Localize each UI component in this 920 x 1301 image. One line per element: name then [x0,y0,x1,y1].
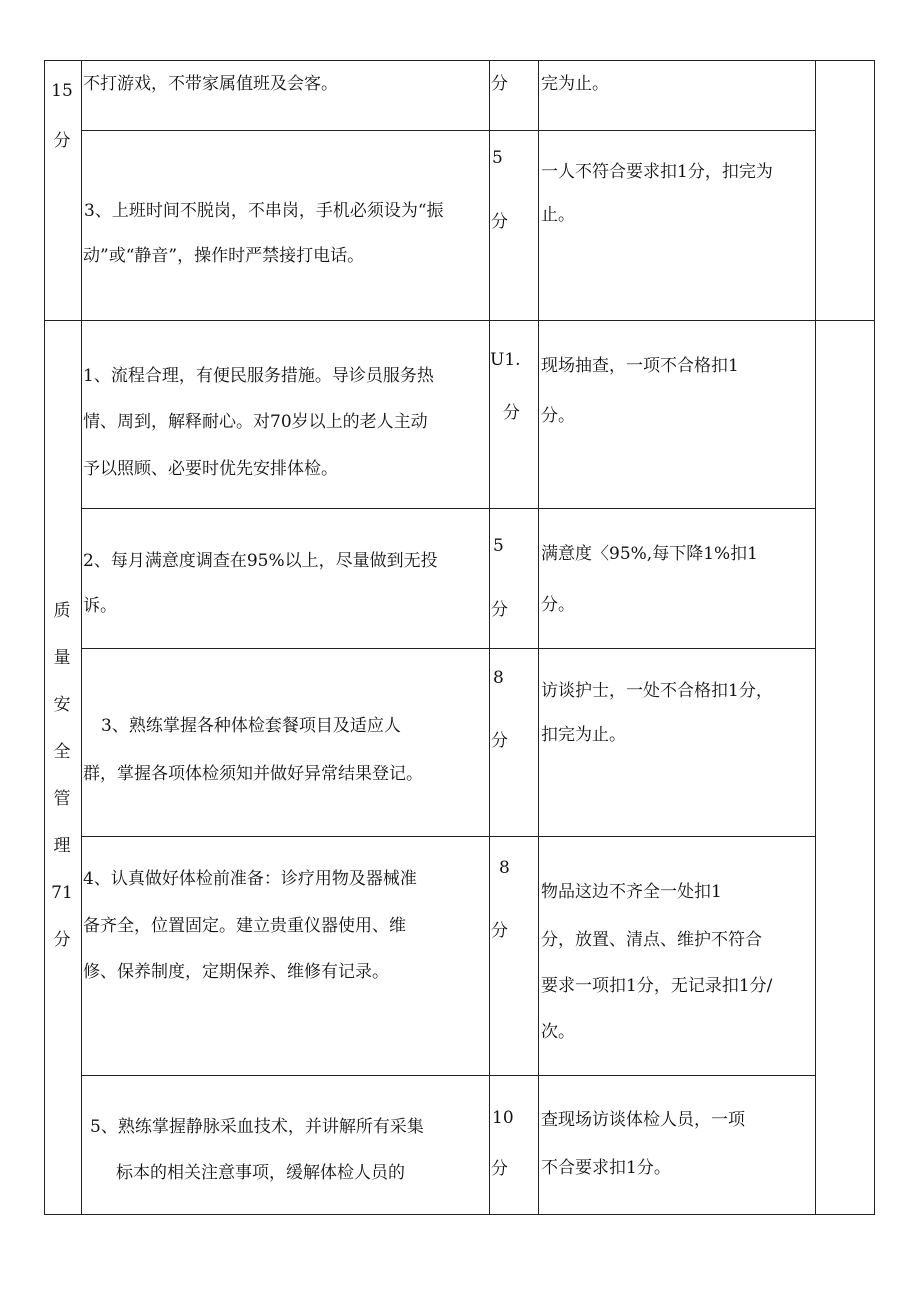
content-line: 3、熟练掌握各种体检套餐项目及适应人 [101,716,401,736]
score-line: 分 [491,212,508,232]
grid-line [538,60,539,1215]
content-line: 标本的相关注意事项，缓解体检人员的 [116,1163,405,1183]
category-char: 安 [53,695,71,715]
deduction-line: 物品这边不齐全一处扣1 [541,882,722,902]
content-line: 1、流程合理，有便民服务措施。导诊员服务热 [83,366,434,386]
grid-line [81,508,816,509]
score-line: 5 [493,536,504,556]
deduction-line: 扣完为止。 [541,725,626,745]
grid-line [81,60,82,1215]
deduction-line: 分，放置、清点、维护不符合 [541,930,762,950]
grid-line [81,836,816,837]
content-line: 诉。 [83,596,117,616]
score-line: 分 [491,921,508,941]
content-line: 3、上班时间不脱岗，不串岗，手机必须设为“振 [84,201,444,221]
category-char: 全 [53,742,71,762]
content-line: 修、保养制度，定期保养、维修有记录。 [83,962,389,982]
grid-line [44,60,875,61]
grid-line [44,1214,875,1215]
content-line: 备齐全，位置固定。建立贵重仪器使用、维 [83,916,406,936]
grid-line [81,130,816,131]
deduction-line: 分。 [541,595,575,615]
content-line: 不打游戏，不带家属值班及会客。 [83,74,338,94]
score-line: U1. [490,350,521,370]
grid-line [44,60,45,1215]
category-char: 71 [51,883,73,903]
score-line: 8 [499,858,510,878]
grid-line [81,1075,816,1076]
deduction-line: 分。 [541,406,575,426]
deduction-line: 现场抽查，一项不合格扣1 [541,356,739,376]
deduction-line: 要求一项扣1分，无记录扣1分/ [541,976,773,996]
score-line: 分 [491,1159,508,1179]
score-line: 分 [503,403,520,423]
grid-line [489,60,490,1215]
deduction-line: 满意度〈95%,每下降1%扣1 [541,544,758,564]
category-char: 15 [51,81,73,101]
grid-line [815,60,816,1215]
score-line: 分 [491,600,508,620]
content-line: 予以照顾、必要时优先安排体检。 [83,459,338,479]
deduction-line: 查现场访谈体检人员，一项 [541,1110,745,1130]
category-char: 分 [53,930,71,950]
score-line: 8 [493,668,504,688]
deduction-line: 一人不符合要求扣1分，扣完为 [541,162,773,182]
deduction-line: 访谈护士，一处不合格扣1分， [541,681,773,701]
grid-line [44,320,875,321]
score-line: 10 [492,1108,514,1128]
score-line: 5 [492,148,503,168]
deduction-line: 次。 [541,1022,575,1042]
content-line: 动”或“静音”，操作时严禁接打电话。 [83,246,365,266]
content-line: 5、熟练掌握静脉采血技术，并讲解所有采集 [90,1117,424,1137]
deduction-line: 不合要求扣1分。 [541,1158,671,1178]
content-line: 4、认真做好体检前准备：诊疗用物及器械准 [83,869,417,889]
content-line: 群，掌握各项体检须知并做好异常结果登记。 [83,764,423,784]
deduction-line: 止。 [541,205,575,225]
grid-line [81,648,816,649]
score-line: 分 [491,74,508,94]
category-char: 理 [53,836,71,856]
content-line: 情、周到，解释耐心。对70岁以上的老人主动 [83,412,428,432]
category-char: 管 [53,789,71,809]
score-line: 分 [491,731,508,751]
grid-line [874,60,875,1215]
category-char: 分 [53,131,71,151]
category-char: 量 [53,648,71,668]
category-char: 质 [53,601,71,621]
content-line: 2、每月满意度调查在95%以上，尽量做到无投 [83,551,438,571]
deduction-line: 完为止。 [541,74,609,94]
